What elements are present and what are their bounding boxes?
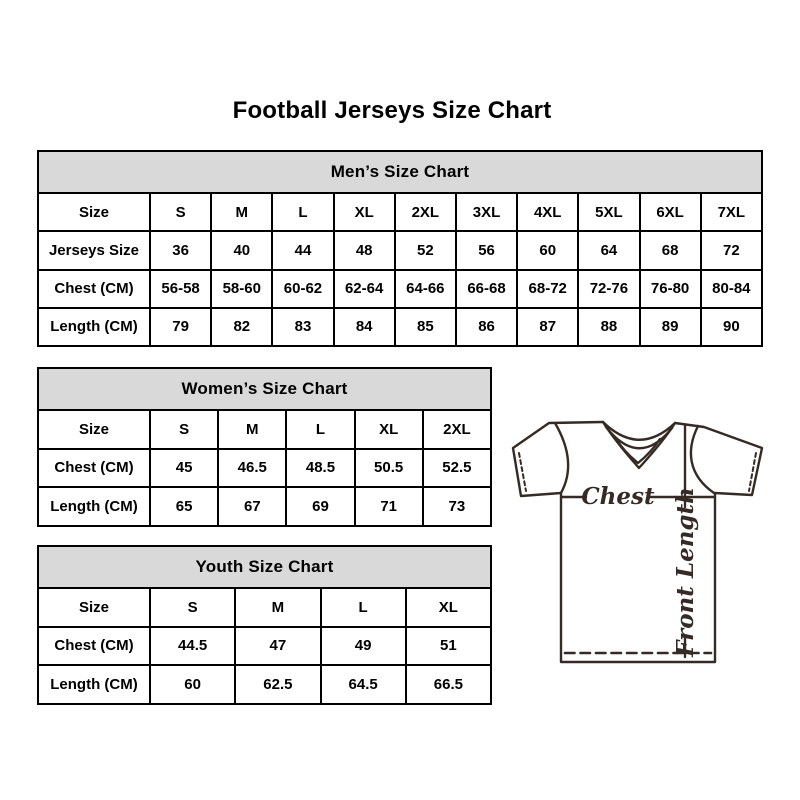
column-header-cell: XL — [406, 588, 491, 627]
value-cell: 88 — [578, 308, 639, 346]
value-cell: 71 — [355, 487, 423, 526]
value-cell: 52 — [395, 231, 456, 269]
value-cell: 51 — [406, 627, 491, 666]
table-title: Men’s Size Chart — [38, 151, 762, 193]
jersey-measurement-diagram — [495, 395, 780, 680]
row-label-cell: Length (CM) — [38, 308, 150, 346]
table-row — [38, 665, 491, 704]
value-cell: 83 — [272, 308, 333, 346]
page-title: Football Jerseys Size Chart — [232, 97, 552, 124]
value-cell: 58-60 — [211, 270, 272, 308]
column-header-cell: M — [235, 588, 320, 627]
value-cell: 60 — [150, 665, 235, 704]
right-sleeve-seam — [691, 426, 714, 493]
column-header-cell: S — [150, 588, 235, 627]
value-cell: 45 — [150, 449, 218, 488]
column-header-cell: Size — [38, 193, 150, 231]
column-header-cell: XL — [355, 410, 423, 449]
row-label-cell: Length (CM) — [38, 487, 150, 526]
value-cell: 90 — [701, 308, 762, 346]
value-cell: 79 — [150, 308, 211, 346]
value-cell: 60 — [517, 231, 578, 269]
table-row — [38, 487, 491, 526]
column-header-cell: 2XL — [423, 410, 491, 449]
value-cell: 46.5 — [218, 449, 286, 488]
value-cell: 68-72 — [517, 270, 578, 308]
mens-size-table — [37, 150, 763, 347]
value-cell: 82 — [211, 308, 272, 346]
value-cell: 64 — [578, 231, 639, 269]
table-row — [38, 627, 491, 666]
column-header-cell: S — [150, 410, 218, 449]
column-header-cell: 2XL — [395, 193, 456, 231]
row-label-cell: Chest (CM) — [38, 270, 150, 308]
table-title-row — [38, 368, 491, 410]
value-cell: 66.5 — [406, 665, 491, 704]
column-header-cell: L — [321, 588, 406, 627]
column-header-cell: M — [218, 410, 286, 449]
value-cell: 67 — [218, 487, 286, 526]
table-title: Youth Size Chart — [38, 546, 491, 588]
table-title: Women’s Size Chart — [38, 368, 491, 410]
table-row — [38, 449, 491, 488]
value-cell: 48.5 — [286, 449, 354, 488]
column-header-cell: Size — [38, 588, 150, 627]
value-cell: 72-76 — [578, 270, 639, 308]
value-cell: 44.5 — [150, 627, 235, 666]
value-cell: 89 — [640, 308, 701, 346]
value-cell: 52.5 — [423, 449, 491, 488]
value-cell: 85 — [395, 308, 456, 346]
column-header-cell: 4XL — [517, 193, 578, 231]
column-header-cell: 3XL — [456, 193, 517, 231]
column-header-cell: XL — [334, 193, 395, 231]
youth-size-table — [37, 545, 492, 705]
value-cell: 48 — [334, 231, 395, 269]
row-label-cell: Jerseys Size — [38, 231, 150, 269]
value-cell: 69 — [286, 487, 354, 526]
value-cell: 80-84 — [701, 270, 762, 308]
column-header-cell: Size — [38, 410, 150, 449]
value-cell: 84 — [334, 308, 395, 346]
column-header-row — [38, 588, 491, 627]
column-header-row — [38, 193, 762, 231]
value-cell: 66-68 — [456, 270, 517, 308]
column-header-cell: 6XL — [640, 193, 701, 231]
front-length-label: Front Length — [672, 487, 699, 657]
table-row — [38, 308, 762, 346]
row-label-cell: Length (CM) — [38, 665, 150, 704]
womens-size-table — [37, 367, 492, 527]
left-sleeve-seam — [555, 423, 568, 493]
value-cell: 50.5 — [355, 449, 423, 488]
value-cell: 56 — [456, 231, 517, 269]
column-header-cell: L — [272, 193, 333, 231]
chest-label: Chest — [581, 483, 655, 510]
column-header-row — [38, 410, 491, 449]
value-cell: 47 — [235, 627, 320, 666]
value-cell: 62-64 — [334, 270, 395, 308]
value-cell: 73 — [423, 487, 491, 526]
jersey-icon — [495, 395, 780, 680]
value-cell: 44 — [272, 231, 333, 269]
value-cell: 64-66 — [395, 270, 456, 308]
value-cell: 86 — [456, 308, 517, 346]
value-cell: 56-58 — [150, 270, 211, 308]
collar-band-curve — [606, 427, 672, 448]
table-title-row — [38, 546, 491, 588]
value-cell: 65 — [150, 487, 218, 526]
value-cell: 64.5 — [321, 665, 406, 704]
column-header-cell: 5XL — [578, 193, 639, 231]
value-cell: 40 — [211, 231, 272, 269]
value-cell: 87 — [517, 308, 578, 346]
table-row — [38, 231, 762, 269]
column-header-cell: M — [211, 193, 272, 231]
value-cell: 76-80 — [640, 270, 701, 308]
value-cell: 60-62 — [272, 270, 333, 308]
row-label-cell: Chest (CM) — [38, 627, 150, 666]
value-cell: 49 — [321, 627, 406, 666]
value-cell: 62.5 — [235, 665, 320, 704]
value-cell: 72 — [701, 231, 762, 269]
value-cell: 68 — [640, 231, 701, 269]
value-cell: 36 — [150, 231, 211, 269]
row-label-cell: Chest (CM) — [38, 449, 150, 488]
column-header-cell: 7XL — [701, 193, 762, 231]
table-row — [38, 270, 762, 308]
column-header-cell: S — [150, 193, 211, 231]
jersey-outline — [513, 422, 762, 662]
column-header-cell: L — [286, 410, 354, 449]
table-title-row — [38, 151, 762, 193]
